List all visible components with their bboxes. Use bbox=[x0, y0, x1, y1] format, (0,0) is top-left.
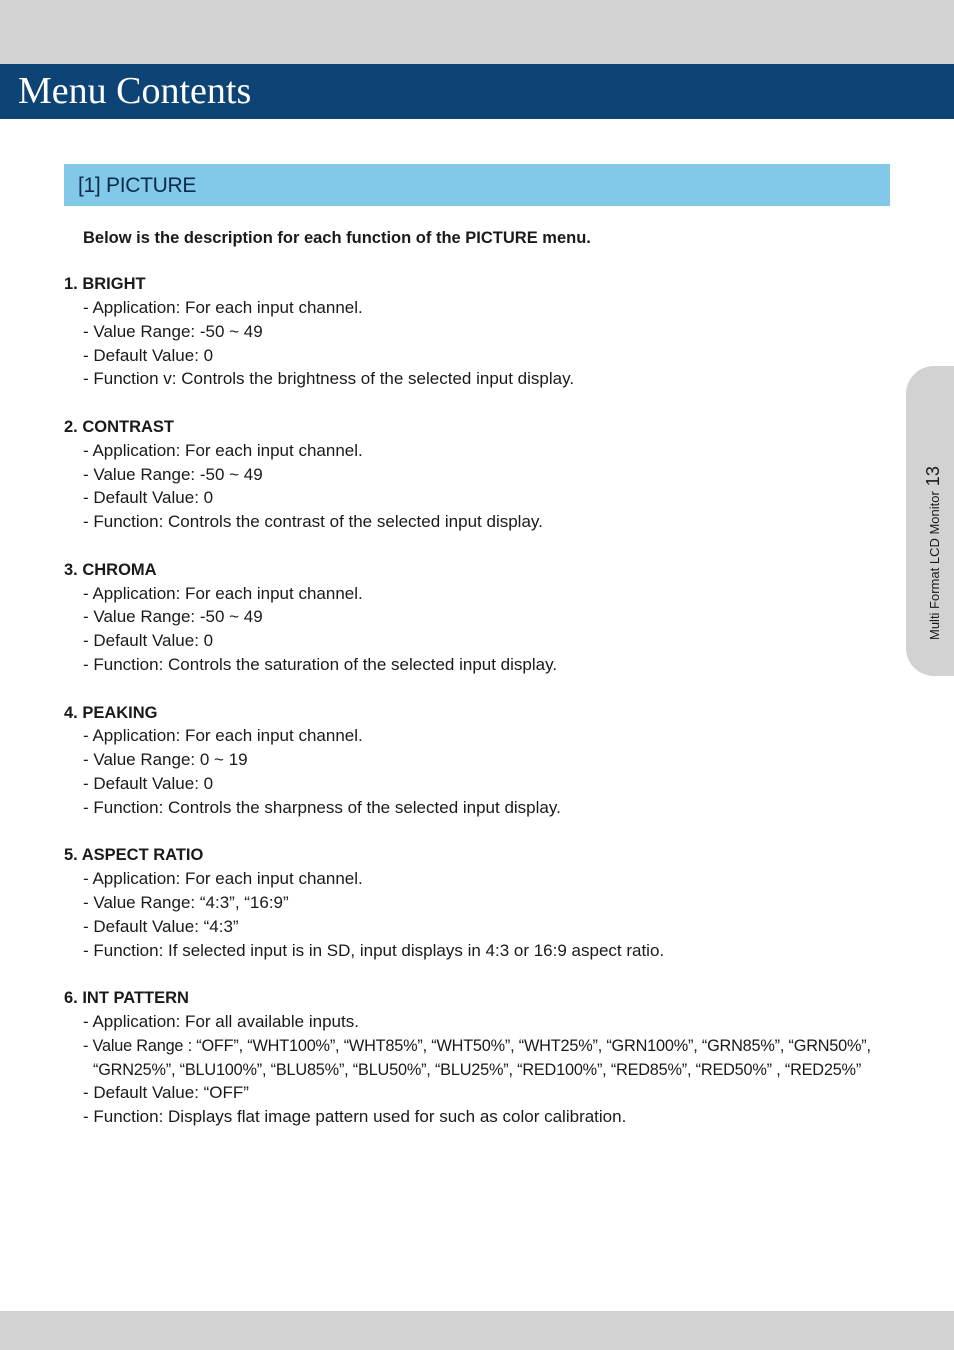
item-line: - Value Range: “4:3”, “16:9” bbox=[83, 893, 289, 912]
item-heading-int-pattern: 6. INT PATTERN bbox=[64, 989, 189, 1007]
item-line: - Function: Controls the sharpness of the selected input display. bbox=[83, 798, 561, 817]
item-line: - Application: For each input channel. bbox=[83, 869, 363, 888]
item-line: - Application: For each input channel. bbox=[83, 441, 363, 460]
intro-text: Below is the description for each function of the PICTURE menu. bbox=[83, 229, 591, 247]
item-line: - Function: Controls the saturation of the selected input display. bbox=[83, 655, 558, 674]
item-heading-chroma: 3. CHROMA bbox=[64, 561, 157, 579]
item-heading-contrast: 2. CONTRAST bbox=[64, 418, 175, 436]
item-line: - Function v: Controls the brightness of the selected input display. bbox=[83, 369, 575, 388]
item-line: - Default Value: 0 bbox=[83, 488, 214, 507]
item-line: - Default Value: “OFF” bbox=[83, 1083, 249, 1102]
item-line: - Default Value: 0 bbox=[83, 774, 214, 793]
item-line: - Function: Displays flat image pattern used for such as color calibration. bbox=[83, 1107, 627, 1126]
item-heading-peaking: 4. PEAKING bbox=[64, 704, 158, 722]
item-heading-bright: 1. BRIGHT bbox=[64, 275, 146, 293]
item-line: - Default Value: 0 bbox=[83, 346, 214, 365]
item-line: - Value Range: -50 ~ 49 bbox=[83, 322, 263, 341]
item-line: - Function: If selected input is in SD, input displays in 4:3 or 16:9 aspect ratio. bbox=[83, 941, 665, 960]
item-line: - Default Value: 0 bbox=[83, 631, 214, 650]
item-line: - Application: For each input channel. bbox=[83, 298, 363, 317]
side-tab-label: Multi Format LCD Monitor bbox=[927, 491, 942, 640]
side-tab-text bbox=[925, 466, 943, 640]
item-line: - Application: For all available inputs. bbox=[83, 1012, 359, 1031]
top-band bbox=[0, 0, 954, 64]
item-line: - Application: For each input channel. bbox=[83, 584, 363, 603]
bottom-band bbox=[0, 1311, 954, 1350]
item-line: - Function: Controls the contrast of the selected input display. bbox=[83, 512, 543, 531]
page-number: 13 bbox=[923, 466, 943, 487]
section-title: [1] PICTURE bbox=[78, 174, 197, 197]
page-title: Menu Contents bbox=[18, 70, 252, 112]
item-line: “GRN25%”, “BLU100%”, “BLU85%”, “BLU50%”, “BLU25%”, “RED100%”, “RED85%”, “RED50%” , “RED25%” bbox=[93, 1061, 862, 1079]
item-line: - Application: For each input channel. bbox=[83, 726, 363, 745]
item-heading-aspect-ratio: 5. ASPECT RATIO bbox=[64, 846, 204, 864]
item-line: - Value Range: 0 ~ 19 bbox=[83, 750, 248, 769]
item-line: - Default Value: “4:3” bbox=[83, 917, 239, 936]
item-line: - Value Range: -50 ~ 49 bbox=[83, 607, 263, 626]
item-line: - Value Range : “OFF”, “WHT100%”, “WHT85%”, “WHT50%”, “WHT25%”, “GRN100%”, “GRN85%”, “GRN50%”, bbox=[83, 1037, 871, 1055]
item-line: - Value Range: -50 ~ 49 bbox=[83, 465, 263, 484]
